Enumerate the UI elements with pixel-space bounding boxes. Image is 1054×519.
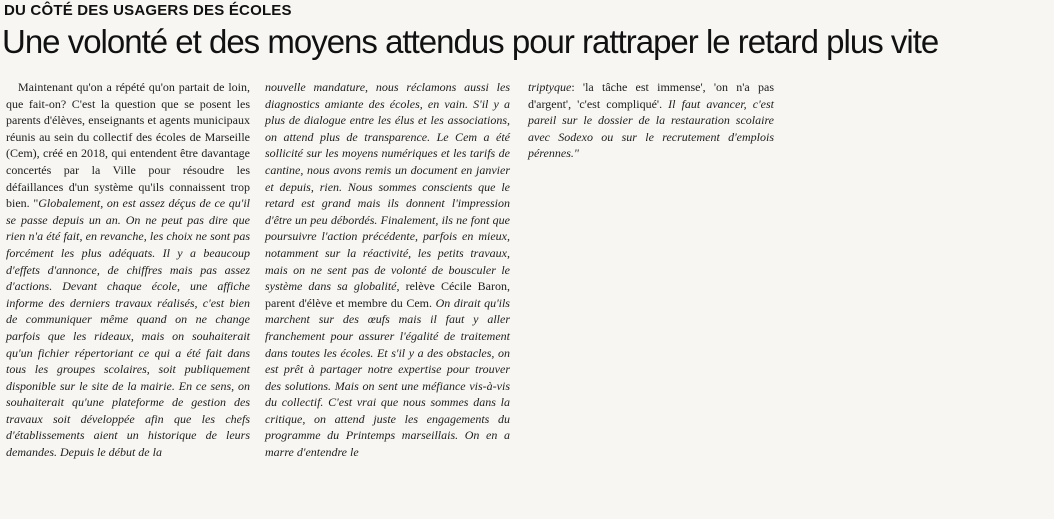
article-column-1 xyxy=(6,79,250,461)
paragraph-3 xyxy=(528,79,774,162)
paragraph-2 xyxy=(265,79,510,461)
body-text-triptyque: triptyque xyxy=(528,80,572,94)
body-text-quote-cont: nouvelle mandature, nous réclamons aussi les diagnostics amiante des écoles, en vain. S'il y a plus de dialogue entre les élus et les associations, on attend plus de transparence. Le Cem a été sollicité sur les moyens numériques et les tarifs de cantine, nous avons remis un document en janvier et depuis, rien. Nous sommes conscients que le retard est grand mais ils donnent l'impression d'être un peu débordés. Finalement, ils ne font que poursuivre l'action précédente, parfois en mieux, notamment sur la réactivité, les petits travaux, mais on ne sent pas de volonté de bousculer le système dans sa globalité, xyxy=(265,80,510,294)
body-text-closing: Il faut avancer, c'est pareil sur le dossier de la restauration scolaire avec Sodexo ou sur le recrutement d'emplois pérennes." xyxy=(528,96,774,161)
body-text-quote-2: On dirait qu'ils marchent sur des œufs mais il faut y aller franchement pour assurer l'égalité de traitement dans toutes les écoles. Et s'il y a des obstacles, on est prêt à partager notre expertise pour trouver des solutions. Mais on sent une méfiance vis-à-vis du collectif. C'est vrai que nous sommes dans la critique, on attend juste les engagements du programme du Printemps marseillais. On en a marre d'entendre le xyxy=(265,295,510,460)
body-text-list: : 'la tâche est immense', 'on n'a pas d'argent', 'c'est compliqué'. xyxy=(528,80,774,111)
paragraph-1 xyxy=(6,79,250,461)
body-text-intro: Maintenant qu'on a répété qu'on partait de loin, que fait-on? C'est la question que se posent les parents d'élèves, enseignants et agents municipaux réunis au sein du collectif des écoles de Marseille (Cem), créé en 2018, qui entendent être davantage concertés par la Ville pour résoudre les défaillances d'un système qu'ils connaissent trop bien. " xyxy=(6,80,250,211)
section-kicker: DU CÔTÉ DES USAGERS DES ÉCOLES xyxy=(4,2,292,19)
article-column-2 xyxy=(265,79,510,461)
body-text-attribution: relève Cécile Baron, parent d'élève et membre du Cem. xyxy=(265,279,510,310)
article-headline: Une volonté et des moyens attendus pour rattraper le retard plus vite xyxy=(2,23,939,60)
body-text-quote: Globalement, on est assez déçus de ce qu'il se passe depuis un an. On ne peut pas dire que rien n'a été fait, en revanche, les choix ne sont pas forcément les plus adéquats. Il y a beaucoup d'effets d'annonce, de chiffres mais pas assez d'actions. Devant chaque école, une affiche informe des derniers travaux réalisés, c'est bien de communiquer même quand on ne change parfois que les rideaux, mais on souhaiterait qu'un fichier répertoriant ce qui a été fait dans tous les groupes scolaires, soit publiquement disponible sur le site de la mairie. En ce sens, on souhaiterait qu'une plateforme de gestion des travaux soit développée afin que les chefs d'établissements aient un historique de leurs demandes. Depuis le début de la xyxy=(6,196,250,460)
article-column-3 xyxy=(528,79,774,162)
